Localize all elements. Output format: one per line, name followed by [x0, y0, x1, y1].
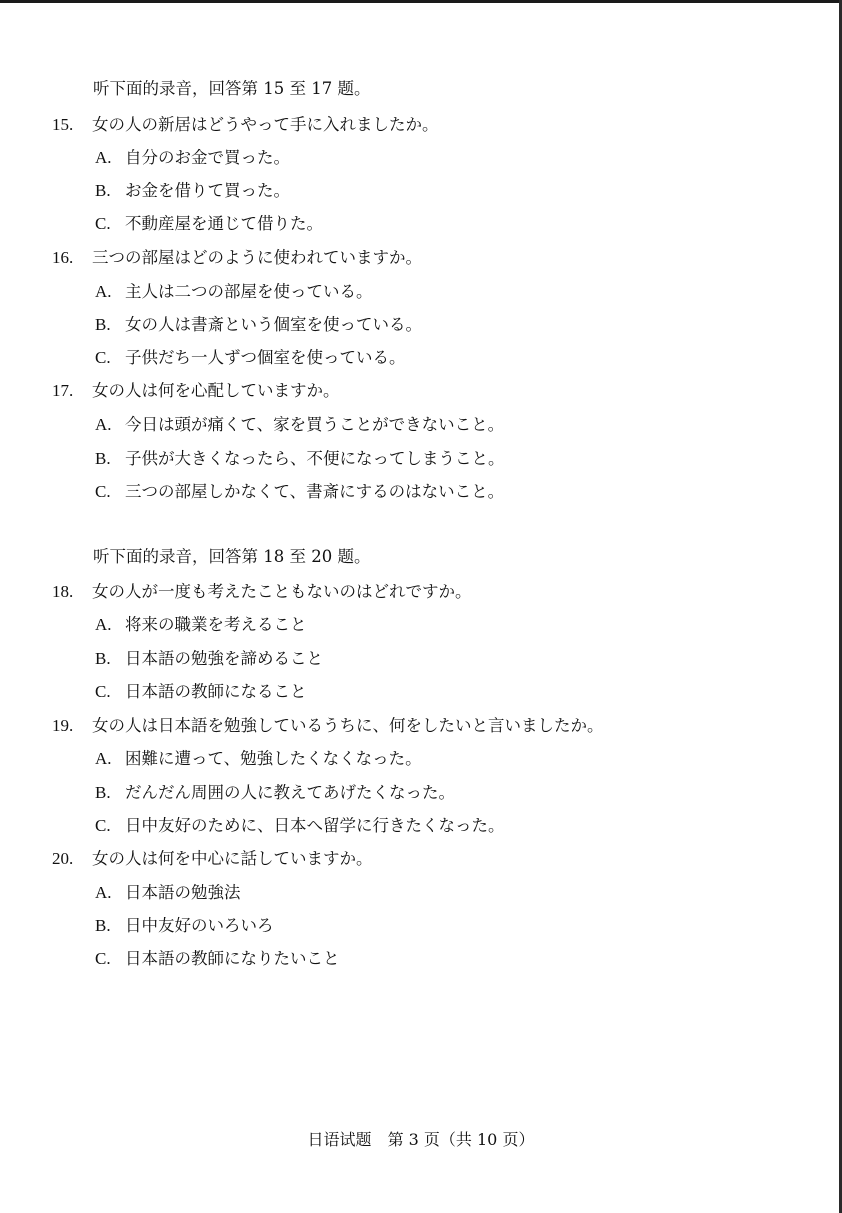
option-letter: A. — [95, 749, 112, 768]
page-footer — [0, 1129, 842, 1151]
option-letter: C. — [95, 949, 111, 968]
question-16 — [52, 247, 422, 269]
option-text: お金を借りて買った。 — [125, 181, 290, 200]
question-19 — [52, 715, 604, 737]
option-text: 不動産屋を通じて借りた。 — [125, 214, 323, 233]
question-16-option-b — [95, 314, 422, 336]
question-number: 16. — [52, 248, 74, 267]
footer-subject: 日语试题 — [307, 1130, 372, 1149]
question-text: 女の人が一度も考えたこともないのはどれですか。 — [92, 582, 472, 601]
option-letter: B. — [95, 783, 111, 802]
option-text: 女の人は書斎という個室を使っている。 — [125, 315, 422, 334]
option-text: 主人は二つの部屋を使っている。 — [125, 282, 373, 301]
top-border-line — [0, 0, 842, 3]
option-letter: C. — [95, 482, 111, 501]
question-text: 女の人は何を心配していますか。 — [92, 381, 340, 400]
question-16-option-c — [95, 347, 406, 369]
option-text: 困難に遭って、勉強したくなくなった。 — [125, 749, 422, 768]
question-number: 19. — [52, 716, 74, 735]
option-letter: A. — [95, 415, 112, 434]
option-letter: B. — [95, 649, 111, 668]
question-20-option-a — [95, 882, 241, 904]
question-number: 17. — [52, 381, 74, 400]
option-letter: C. — [95, 348, 111, 367]
option-text: 将来の職業を考えること — [125, 615, 307, 634]
question-text: 女の人は日本語を勉強しているうちに、何をしたいと言いましたか。 — [92, 716, 604, 735]
option-text: 日本語の教師になりたいこと — [125, 949, 340, 968]
question-19-option-a — [95, 748, 422, 770]
option-letter: A. — [95, 615, 112, 634]
option-letter: A. — [95, 148, 112, 167]
question-20 — [52, 848, 373, 870]
option-letter: C. — [95, 816, 111, 835]
option-letter: B. — [95, 916, 111, 935]
question-17-option-c — [95, 481, 504, 503]
option-text: 日本語の勉強を諦めること — [125, 649, 323, 668]
option-text: だんだん周囲の人に教えてあげたくなった。 — [125, 783, 455, 802]
question-15-option-a — [95, 147, 290, 169]
option-text: 日本語の勉強法 — [125, 883, 241, 902]
option-text: 三つの部屋しかなくて、書斎にするのはないこと。 — [125, 482, 505, 501]
question-18 — [52, 581, 472, 603]
question-17-option-a — [95, 414, 504, 436]
option-text: 子供が大きくなったら、不便になってしまうこと。 — [125, 449, 505, 468]
section-intro: 听下面的录音，回答第 15 至 17 题。 — [93, 79, 371, 98]
option-text: 日中友好のために、日本へ留学に行きたくなった。 — [125, 816, 505, 835]
question-20-option-c — [95, 948, 340, 970]
option-text: 子供だち一人ずつ個室を使っている。 — [125, 348, 406, 367]
footer-page-number: 第 3 页（共 10 页） — [387, 1130, 535, 1149]
question-number: 18. — [52, 582, 74, 601]
question-text: 三つの部屋はどのように使われていますか。 — [92, 248, 422, 267]
option-letter: A. — [95, 282, 112, 301]
option-letter: B. — [95, 449, 111, 468]
question-16-option-a — [95, 281, 373, 303]
question-18-option-a — [95, 614, 307, 636]
option-text: 日本語の教師になること — [125, 682, 307, 701]
question-15-option-b — [95, 180, 290, 202]
option-text: 今日は頭が痛くて、家を買うことができないこと。 — [125, 415, 505, 434]
question-18-option-c — [95, 681, 307, 703]
question-17 — [52, 380, 340, 402]
question-19-option-b — [95, 782, 455, 804]
question-text: 女の人の新居はどうやって手に入れましたか。 — [92, 115, 439, 134]
option-text: 自分のお金で買った。 — [125, 148, 290, 167]
option-text: 日中友好のいろいろ — [125, 916, 274, 935]
option-letter: C. — [95, 682, 111, 701]
option-letter: A. — [95, 883, 112, 902]
question-15-option-c — [95, 213, 323, 235]
option-letter: C. — [95, 214, 111, 233]
question-15 — [52, 114, 439, 136]
option-letter: B. — [95, 315, 111, 334]
question-18-option-b — [95, 648, 323, 670]
question-number: 15. — [52, 115, 74, 134]
question-19-option-c — [95, 815, 505, 837]
option-letter: B. — [95, 181, 111, 200]
question-text: 女の人は何を中心に話していますか。 — [92, 849, 373, 868]
question-number: 20. — [52, 849, 74, 868]
question-17-option-b — [95, 448, 505, 470]
section-intro: 听下面的录音，回答第 18 至 20 题。 — [93, 547, 371, 566]
question-20-option-b — [95, 915, 274, 937]
